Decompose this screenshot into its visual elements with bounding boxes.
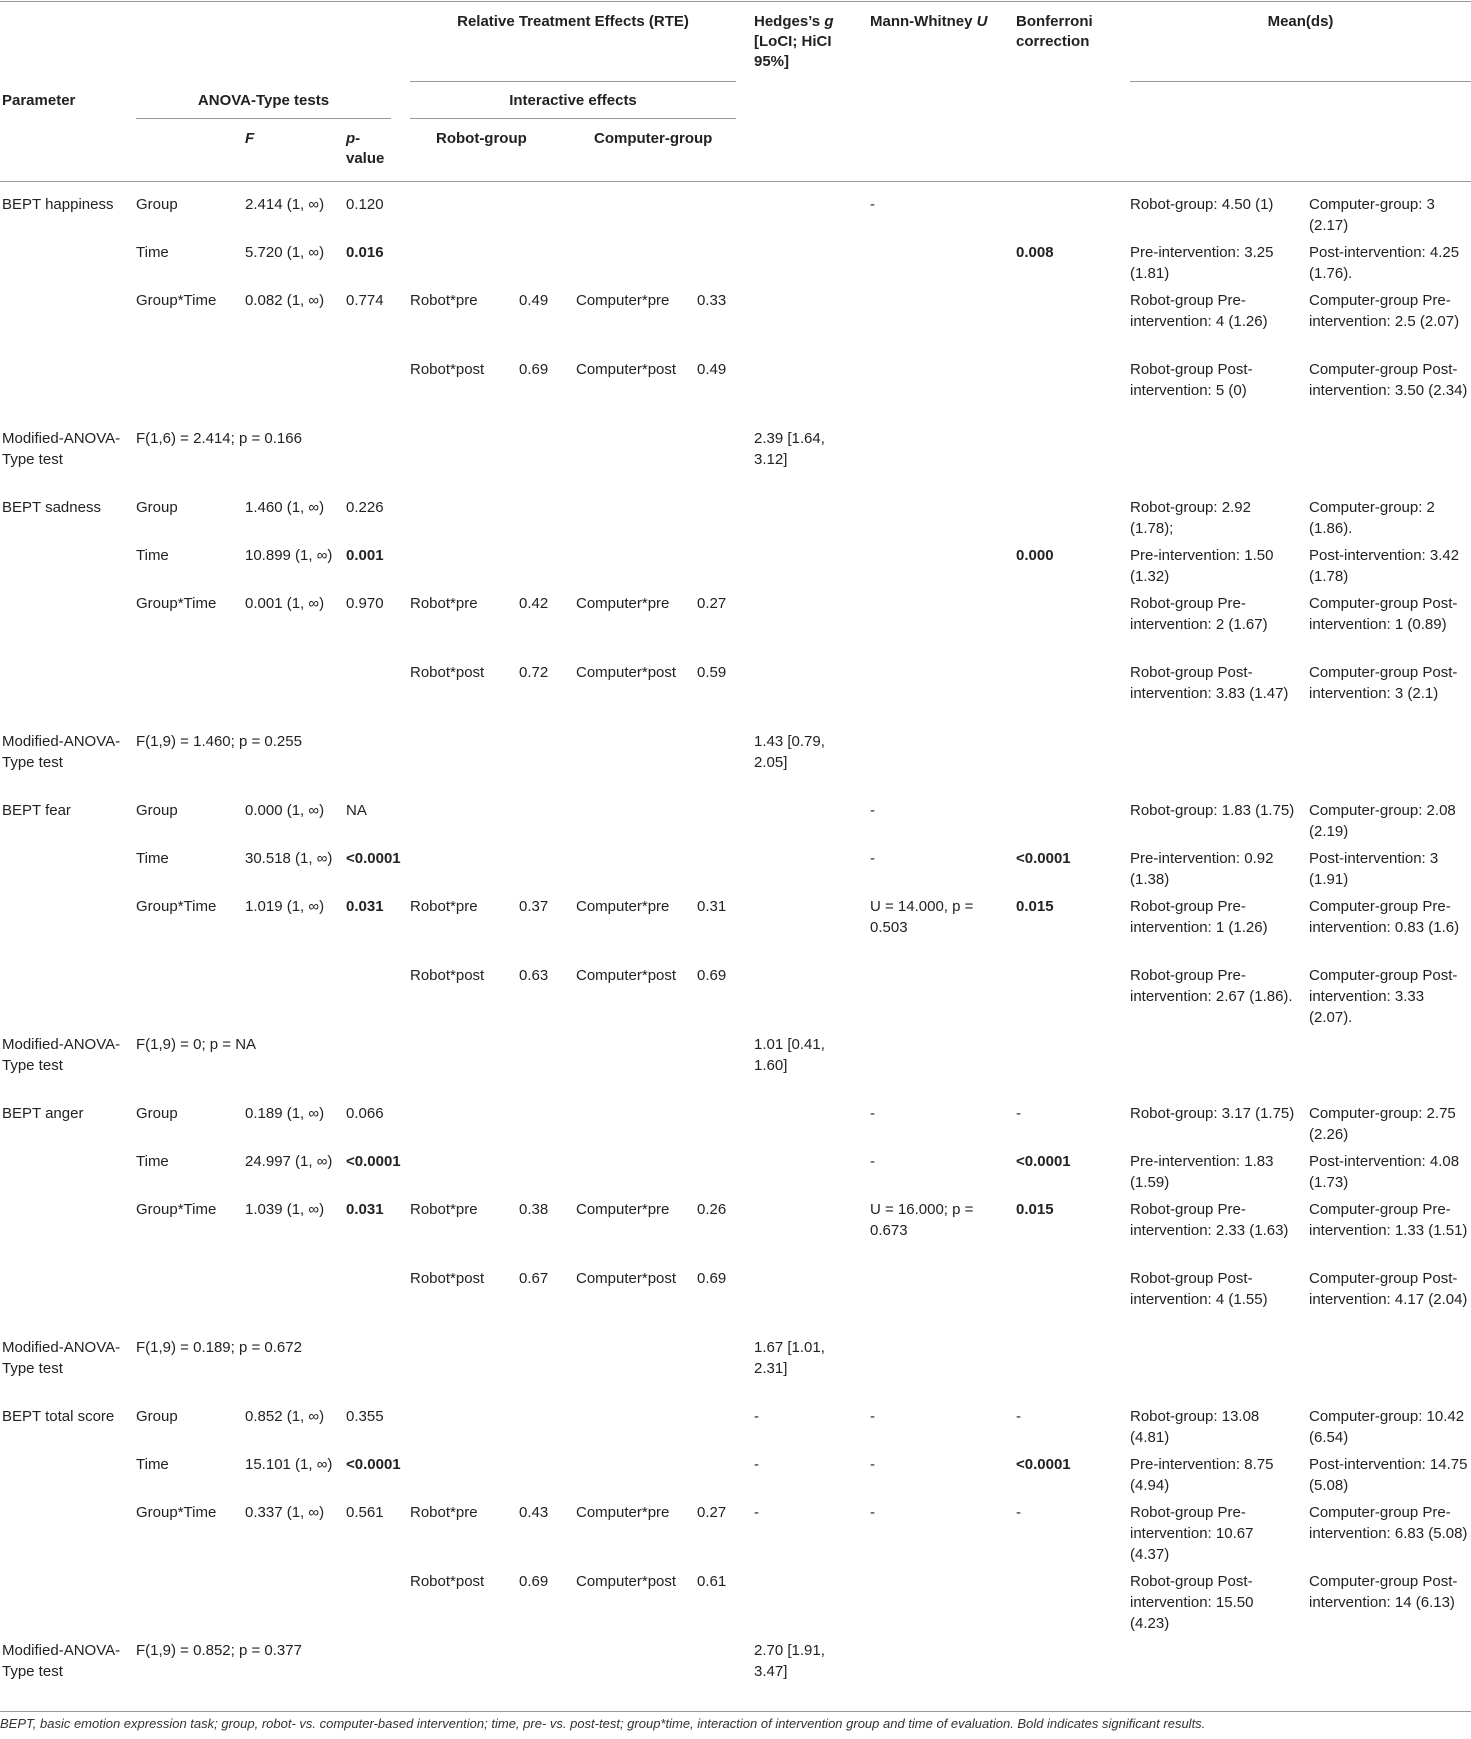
- computer-rte-value: 0.27: [697, 595, 727, 612]
- robot-rte-value: 0.63: [519, 967, 549, 984]
- mean-left-cell: Pre-intervention: 0.92 (1.38): [1130, 850, 1274, 888]
- robot-rte-value: 0.42: [519, 595, 549, 612]
- mean-right-cell: Post-intervention: 3.42 (1.78): [1309, 547, 1460, 585]
- p-value-cell: 0.001: [346, 547, 384, 564]
- table-bottom-rule: [0, 1711, 1471, 1712]
- modified-anova-result: F(1,6) = 2.414; p = 0.166: [136, 430, 302, 447]
- f-statistic-cell: 15.101 (1, ∞): [245, 1456, 333, 1473]
- mann-whitney-cell: -: [870, 1504, 875, 1521]
- mean-right-cell: Computer-group Pre-intervention: 1.33 (1.51): [1309, 1201, 1468, 1239]
- f-statistic-cell: 0.189 (1, ∞): [245, 1105, 325, 1122]
- hedges-g-cell: 1.67 [1.01, 2.31]: [754, 1339, 825, 1377]
- mean-left-cell: Robot-group Pre-intervention: 10.67 (4.37): [1130, 1504, 1254, 1563]
- mann-whitney-cell: -: [870, 1105, 875, 1122]
- modified-anova-result: F(1,9) = 0; p = NA: [136, 1036, 257, 1053]
- mean-left-cell: Robot-group Pre-intervention: 4 (1.26): [1130, 292, 1268, 330]
- mann-whitney-cell: -: [870, 850, 875, 867]
- p-value-cell: NA: [346, 802, 367, 819]
- header-anova: ANOVA-Type tests: [197, 92, 330, 109]
- mean-right-cell: Computer-group Pre-intervention: 2.5 (2.07): [1309, 292, 1460, 330]
- parameter-cell: Modified-ANOVA-Type test: [2, 733, 121, 771]
- mean-right-cell: Computer-group Pre-intervention: 6.83 (5.08): [1309, 1504, 1468, 1542]
- computer-rte-label: Computer*post: [576, 1270, 677, 1287]
- robot-rte-label: Robot*post: [410, 967, 485, 984]
- mann-whitney-cell: U = 16.000; p = 0.673: [870, 1201, 974, 1239]
- f-statistic-cell: 0.000 (1, ∞): [245, 802, 325, 819]
- bonferroni-cell: <0.0001: [1016, 1153, 1071, 1170]
- effect-term-cell: Group*Time: [136, 898, 217, 915]
- robot-rte-label: Robot*pre: [410, 1201, 478, 1218]
- header-hedges: Hedges’s g [LoCI; HiCI 95%]: [754, 13, 834, 70]
- computer-rte-label: Computer*pre: [576, 292, 670, 309]
- parameter-cell: BEPT happiness: [2, 196, 114, 213]
- p-value-cell: <0.0001: [346, 850, 401, 867]
- robot-rte-label: Robot*pre: [410, 292, 478, 309]
- header-f: F: [245, 130, 255, 147]
- computer-rte-value: 0.31: [697, 898, 727, 915]
- p-value-cell: 0.561: [346, 1504, 384, 1521]
- header-bottom-rule: [0, 181, 1471, 182]
- mean-left-cell: Robot-group: 1.83 (1.75): [1130, 802, 1295, 819]
- mean-left-cell: Robot-group Pre-intervention: 2 (1.67): [1130, 595, 1268, 633]
- effect-term-cell: Group*Time: [136, 595, 217, 612]
- header-top-rule: [0, 1, 1471, 2]
- f-statistic-cell: 0.337 (1, ∞): [245, 1504, 325, 1521]
- mann-whitney-cell: -: [870, 1408, 875, 1425]
- computer-rte-value: 0.61: [697, 1573, 727, 1590]
- computer-rte-label: Computer*pre: [576, 1201, 670, 1218]
- mean-right-cell: Computer-group Post-intervention: 4.17 (2.04): [1309, 1270, 1468, 1308]
- effect-term-cell: Group: [136, 802, 178, 819]
- p-value-cell: 0.226: [346, 499, 384, 516]
- mean-right-cell: Post-intervention: 4.08 (1.73): [1309, 1153, 1460, 1191]
- effect-term-cell: Group: [136, 1105, 178, 1122]
- mean-left-cell: Robot-group: 4.50 (1): [1130, 196, 1274, 213]
- hedges-g-cell: 1.01 [0.41, 1.60]: [754, 1036, 825, 1074]
- mean-left-cell: Pre-intervention: 8.75 (4.94): [1130, 1456, 1274, 1494]
- mean-right-cell: Computer-group: 10.42 (6.54): [1309, 1408, 1465, 1446]
- computer-rte-label: Computer*post: [576, 664, 677, 681]
- mean-right-cell: Post-intervention: 3 (1.91): [1309, 850, 1439, 888]
- p-value-cell: 0.355: [346, 1408, 384, 1425]
- robot-rte-value: 0.67: [519, 1270, 549, 1287]
- header-interactive: Interactive effects: [509, 92, 637, 109]
- hedges-g-cell: -: [754, 1408, 759, 1425]
- f-statistic-cell: 0.852 (1, ∞): [245, 1408, 325, 1425]
- mean-left-cell: Robot-group Pre-intervention: 2.67 (1.86).: [1130, 967, 1293, 1005]
- computer-rte-label: Computer*pre: [576, 595, 670, 612]
- robot-rte-label: Robot*pre: [410, 898, 478, 915]
- bonferroni-cell: -: [1016, 1408, 1021, 1425]
- computer-rte-value: 0.49: [697, 361, 727, 378]
- modified-anova-result: F(1,9) = 0.852; p = 0.377: [136, 1642, 302, 1659]
- rte-rule: [410, 81, 736, 82]
- f-statistic-cell: 2.414 (1, ∞): [245, 196, 325, 213]
- bonferroni-cell: <0.0001: [1016, 1456, 1071, 1473]
- robot-rte-label: Robot*post: [410, 664, 485, 681]
- effect-term-cell: Group: [136, 196, 178, 213]
- bonferroni-cell: 0.015: [1016, 1201, 1054, 1218]
- effect-term-cell: Group*Time: [136, 1201, 217, 1218]
- computer-rte-value: 0.59: [697, 664, 727, 681]
- computer-rte-label: Computer*post: [576, 361, 677, 378]
- p-value-cell: <0.0001: [346, 1456, 401, 1473]
- mean-right-cell: Computer-group Post-intervention: 3.50 (2.34): [1309, 361, 1468, 399]
- parameter-cell: Modified-ANOVA-Type test: [2, 1642, 121, 1680]
- mean-right-cell: Computer-group Post-intervention: 3.33 (2.07).: [1309, 967, 1458, 1026]
- parameter-cell: BEPT total score: [2, 1408, 115, 1425]
- header-mann-whitney: Mann-Whitney U: [870, 13, 988, 30]
- effect-term-cell: Time: [136, 1153, 169, 1170]
- robot-rte-label: Robot*pre: [410, 595, 478, 612]
- effect-term-cell: Group: [136, 499, 178, 516]
- mean-left-cell: Robot-group Post-intervention: 15.50 (4.23): [1130, 1573, 1254, 1632]
- mean-right-cell: Computer-group: 2 (1.86).: [1309, 499, 1435, 537]
- computer-rte-value: 0.69: [697, 1270, 727, 1287]
- robot-rte-value: 0.38: [519, 1201, 549, 1218]
- f-statistic-cell: 1.460 (1, ∞): [245, 499, 325, 516]
- mean-left-cell: Pre-intervention: 3.25 (1.81): [1130, 244, 1274, 282]
- parameter-cell: Modified-ANOVA-Type test: [2, 430, 121, 468]
- mean-rule: [1130, 81, 1471, 82]
- mean-right-cell: Computer-group Pre-intervention: 0.83 (1.6): [1309, 898, 1460, 936]
- table-footnote: BEPT, basic emotion expression task; group, robot- vs. computer-based intervention; time, pre- vs. post-test; group*time, interaction of intervention group and time of evaluation. Bold indicates significant results.: [0, 1716, 1206, 1731]
- computer-rte-value: 0.27: [697, 1504, 727, 1521]
- hedges-g-cell: 1.43 [0.79, 2.05]: [754, 733, 825, 771]
- f-statistic-cell: 1.039 (1, ∞): [245, 1201, 325, 1218]
- bonferroni-cell: <0.0001: [1016, 850, 1071, 867]
- bonferroni-cell: 0.008: [1016, 244, 1054, 261]
- p-value-cell: 0.031: [346, 1201, 384, 1218]
- mean-right-cell: Computer-group: 2.75 (2.26): [1309, 1105, 1456, 1143]
- mean-right-cell: Computer-group: 3 (2.17): [1309, 196, 1435, 234]
- mann-whitney-cell: -: [870, 1456, 875, 1473]
- f-statistic-cell: 24.997 (1, ∞): [245, 1153, 333, 1170]
- hedges-g-cell: 2.70 [1.91, 3.47]: [754, 1642, 825, 1680]
- mann-whitney-cell: -: [870, 1153, 875, 1170]
- header-pvalue: p-value: [346, 130, 385, 167]
- hedges-g-cell: 2.39 [1.64, 3.12]: [754, 430, 825, 468]
- modified-anova-result: F(1,9) = 0.189; p = 0.672: [136, 1339, 302, 1356]
- interactive-rule: [410, 118, 736, 119]
- computer-rte-value: 0.69: [697, 967, 727, 984]
- bonferroni-cell: 0.015: [1016, 898, 1054, 915]
- header-computer-group: Computer-group: [594, 130, 713, 147]
- robot-rte-value: 0.69: [519, 1573, 549, 1590]
- f-statistic-cell: 1.019 (1, ∞): [245, 898, 325, 915]
- f-statistic-cell: 0.001 (1, ∞): [245, 595, 325, 612]
- parameter-cell: BEPT sadness: [2, 499, 101, 516]
- effect-term-cell: Group*Time: [136, 292, 217, 309]
- bonferroni-cell: -: [1016, 1105, 1021, 1122]
- parameter-cell: BEPT fear: [2, 802, 71, 819]
- computer-rte-label: Computer*post: [576, 1573, 677, 1590]
- f-statistic-cell: 10.899 (1, ∞): [245, 547, 333, 564]
- p-value-cell: 0.016: [346, 244, 384, 261]
- effect-term-cell: Group*Time: [136, 1504, 217, 1521]
- header-mean: Mean(ds): [1267, 13, 1334, 30]
- robot-rte-label: Robot*pre: [410, 1504, 478, 1521]
- header-robot-group: Robot-group: [436, 130, 527, 147]
- mean-left-cell: Robot-group Pre-intervention: 1 (1.26): [1130, 898, 1268, 936]
- mean-left-cell: Robot-group Post-intervention: 5 (0): [1130, 361, 1253, 399]
- mean-right-cell: Post-intervention: 14.75 (5.08): [1309, 1456, 1468, 1494]
- p-value-cell: 0.120: [346, 196, 384, 213]
- p-value-cell: 0.970: [346, 595, 384, 612]
- p-value-cell: 0.066: [346, 1105, 384, 1122]
- robot-rte-label: Robot*post: [410, 1270, 485, 1287]
- mann-whitney-cell: -: [870, 802, 875, 819]
- mean-right-cell: Computer-group Post-intervention: 3 (2.1): [1309, 664, 1458, 702]
- mean-right-cell: Computer-group Post-intervention: 14 (6.13): [1309, 1573, 1458, 1611]
- mean-left-cell: Robot-group Pre-intervention: 2.33 (1.63): [1130, 1201, 1289, 1239]
- mean-left-cell: Robot-group: 2.92 (1.78);: [1130, 499, 1251, 537]
- mean-left-cell: Pre-intervention: 1.50 (1.32): [1130, 547, 1274, 585]
- mean-right-cell: Computer-group: 2.08 (2.19): [1309, 802, 1456, 840]
- header-bonferroni: Bonferroni correction: [1016, 13, 1093, 50]
- robot-rte-value: 0.37: [519, 898, 549, 915]
- mean-right-cell: Post-intervention: 4.25 (1.76).: [1309, 244, 1460, 282]
- computer-rte-label: Computer*post: [576, 967, 677, 984]
- computer-rte-value: 0.26: [697, 1201, 727, 1218]
- p-value-cell: <0.0001: [346, 1153, 401, 1170]
- hedges-g-cell: -: [754, 1456, 759, 1473]
- header-parameter: Parameter: [2, 92, 76, 109]
- anova-rule: [136, 118, 391, 119]
- f-statistic-cell: 0.082 (1, ∞): [245, 292, 325, 309]
- robot-rte-label: Robot*post: [410, 1573, 485, 1590]
- robot-rte-value: 0.69: [519, 361, 549, 378]
- parameter-cell: Modified-ANOVA-Type test: [2, 1036, 121, 1074]
- mean-right-cell: Computer-group Post-intervention: 1 (0.89): [1309, 595, 1458, 633]
- robot-rte-value: 0.72: [519, 664, 549, 681]
- effect-term-cell: Group: [136, 1408, 178, 1425]
- effect-term-cell: Time: [136, 244, 169, 261]
- mann-whitney-cell: U = 14.000, p = 0.503: [870, 898, 974, 936]
- header-rte: Relative Treatment Effects (RTE): [457, 13, 689, 30]
- computer-rte-label: Computer*pre: [576, 898, 670, 915]
- mean-left-cell: Pre-intervention: 1.83 (1.59): [1130, 1153, 1274, 1191]
- robot-rte-label: Robot*post: [410, 361, 485, 378]
- p-value-cell: 0.031: [346, 898, 384, 915]
- hedges-g-cell: -: [754, 1504, 759, 1521]
- computer-rte-value: 0.33: [697, 292, 727, 309]
- effect-term-cell: Time: [136, 547, 169, 564]
- robot-rte-value: 0.49: [519, 292, 549, 309]
- f-statistic-cell: 30.518 (1, ∞): [245, 850, 333, 867]
- computer-rte-label: Computer*pre: [576, 1504, 670, 1521]
- effect-term-cell: Time: [136, 850, 169, 867]
- mean-left-cell: Robot-group: 3.17 (1.75): [1130, 1105, 1295, 1122]
- mann-whitney-cell: -: [870, 196, 875, 213]
- p-value-cell: 0.774: [346, 292, 384, 309]
- robot-rte-value: 0.43: [519, 1504, 549, 1521]
- f-statistic-cell: 5.720 (1, ∞): [245, 244, 325, 261]
- bonferroni-cell: -: [1016, 1504, 1021, 1521]
- bonferroni-cell: 0.000: [1016, 547, 1054, 564]
- mean-left-cell: Robot-group: 13.08 (4.81): [1130, 1408, 1260, 1446]
- effect-term-cell: Time: [136, 1456, 169, 1473]
- parameter-cell: BEPT anger: [2, 1105, 84, 1122]
- parameter-cell: Modified-ANOVA-Type test: [2, 1339, 121, 1377]
- modified-anova-result: F(1,9) = 1.460; p = 0.255: [136, 733, 302, 750]
- mean-left-cell: Robot-group Post-intervention: 3.83 (1.47): [1130, 664, 1289, 702]
- mean-left-cell: Robot-group Post-intervention: 4 (1.55): [1130, 1270, 1268, 1308]
